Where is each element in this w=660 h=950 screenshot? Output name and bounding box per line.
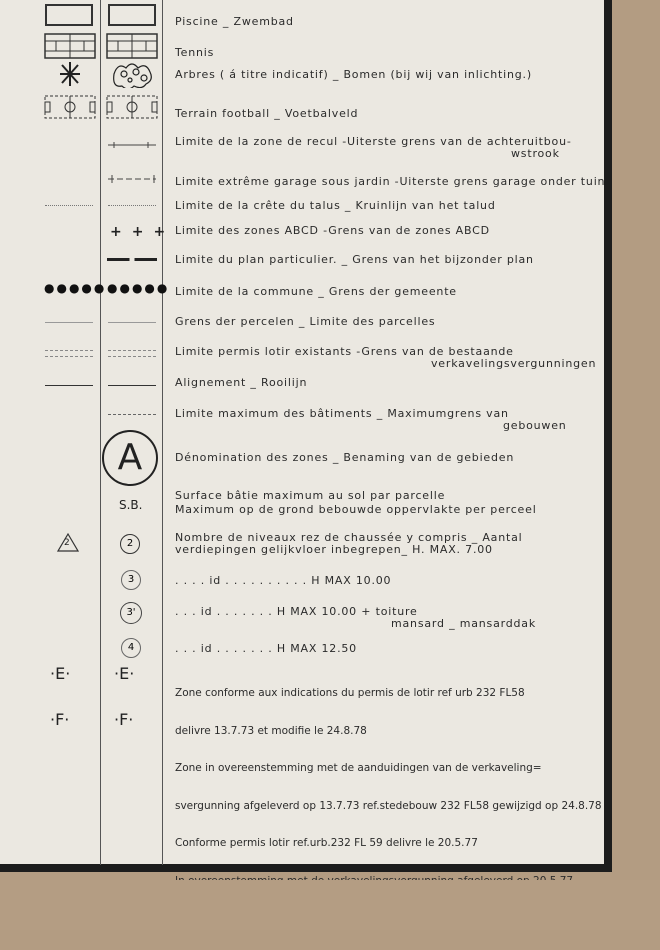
legend-text: Surface bâtie maximum au sol par parcelle Maximum op de grond bebouwde oppervlakte per perceel (175, 489, 537, 516)
legend-text: Limite extrême garage sous jardin -Uiterste grens garage onder tuin (175, 175, 606, 188)
alignment-line-symbol (45, 385, 93, 386)
slope-line-symbol (45, 205, 93, 206)
level-3p-symbol: 3' (120, 602, 142, 624)
legend-text: Limite des zones ABCD -Grens van de zones ABCD (175, 224, 490, 237)
parcel-line-symbol (45, 322, 93, 323)
sb-symbol: S.B. (119, 498, 143, 512)
legend-text: Piscine _ Zwembad (175, 15, 294, 28)
level-4-symbol: 4 (121, 638, 141, 658)
garage-line-symbol (108, 174, 156, 184)
legend-text: Limite de la crête du talus _ Kruinlijn van het talud (175, 199, 496, 212)
legend-text: Limite maximum des bâtiments _ Maximumgrens van gebouwen (175, 407, 567, 432)
level-2-symbol: 2 (120, 534, 140, 554)
table-surface (0, 880, 660, 930)
zone-limit-symbol: +++ (110, 224, 176, 240)
zone-f-symbol: ·F· (114, 710, 134, 729)
legend-text: . . . id . . . . . . . H MAX 10.00 + toiture mansard _ mansarddak (175, 605, 537, 630)
column-divider-1 (100, 0, 101, 865)
permit-line-symbol (108, 356, 156, 357)
building-limit-symbol (108, 414, 156, 415)
football-field-symbol (44, 95, 96, 119)
legend-text: Arbres ( á titre indicatif) _ Bomen (bij wij van inlichting.) (175, 68, 532, 81)
plan-limit-symbol (107, 258, 157, 261)
commune-limit-symbol: ●●●●● (44, 281, 107, 295)
legend-text: Limite du plan particulier. _ Grens van het bijzonder plan (175, 253, 534, 266)
parcel-line-symbol (108, 322, 156, 323)
permit-zone-notes: Zone conforme aux indications du permis de lotir ref urb 232 FL58 delivre 13.7.73 et modifie le 24.8.78 Zone in overeenstemming met de aanduidingen van de verkaveling= svergunning afgeleverd op 13.7.73 ref.stedebouw 232 FL58 gewijzigd op 24.8.78 Conforme permis lotir ref.urb.232 FL 59 delivre le 20.5.77 (175, 687, 602, 849)
legend-text: . . . id . . . . . . . H MAX 12.50 (175, 642, 357, 655)
triangle-number: 2 (64, 538, 70, 548)
legend-text: Tennis (175, 46, 215, 59)
setback-line-symbol (108, 140, 156, 150)
legend-text: Limite de la commune _ Grens der gemeente (175, 285, 457, 298)
football-field-symbol (106, 95, 158, 119)
permit-line-symbol (45, 350, 93, 351)
commune-limit-symbol: ●●●●● (107, 281, 170, 295)
legend-text: Alignement _ Rooilijn (175, 376, 308, 389)
alignment-line-symbol (108, 385, 156, 386)
zone-e-symbol: ·E· (50, 664, 71, 683)
tree-group-icon (110, 60, 156, 88)
legend-text: Grens der percelen _ Limite des parcelles (175, 315, 436, 328)
legend-text: Limite de la zone de recul -Uiterste grens van de achteruitbou- wstrook (175, 135, 572, 160)
permit-line-symbol (45, 356, 93, 357)
zone-f-symbol: ·F· (50, 710, 70, 729)
pool-symbol (108, 4, 156, 26)
legend-text: Terrain football _ Voetbalveld (175, 107, 359, 120)
tree-icon (58, 60, 82, 88)
tennis-court-symbol (44, 33, 96, 59)
tennis-court-symbol (106, 33, 158, 59)
column-divider-2 (162, 0, 163, 865)
level-3-symbol: 3 (121, 570, 141, 590)
legend-text: . . . . id . . . . . . . . . . H MAX 10.00 (175, 574, 392, 587)
slope-line-symbol (108, 205, 156, 206)
legend-text: Dénomination des zones _ Benaming van de gebieden (175, 451, 515, 464)
legend-text: Limite permis lotir existants -Grens van de bestaande verkavelingsvergunningen (175, 345, 597, 370)
permit-line-symbol (108, 350, 156, 351)
zone-e-symbol: ·E· (114, 664, 135, 683)
pool-symbol (45, 4, 93, 26)
zone-a-symbol: A (102, 430, 158, 486)
legend-text: Nombre de niveaux rez de chaussée y compris _ Aantal verdiepingen gelijkvloer inbegrepen_ H. MAX. 7.00 (175, 531, 523, 556)
